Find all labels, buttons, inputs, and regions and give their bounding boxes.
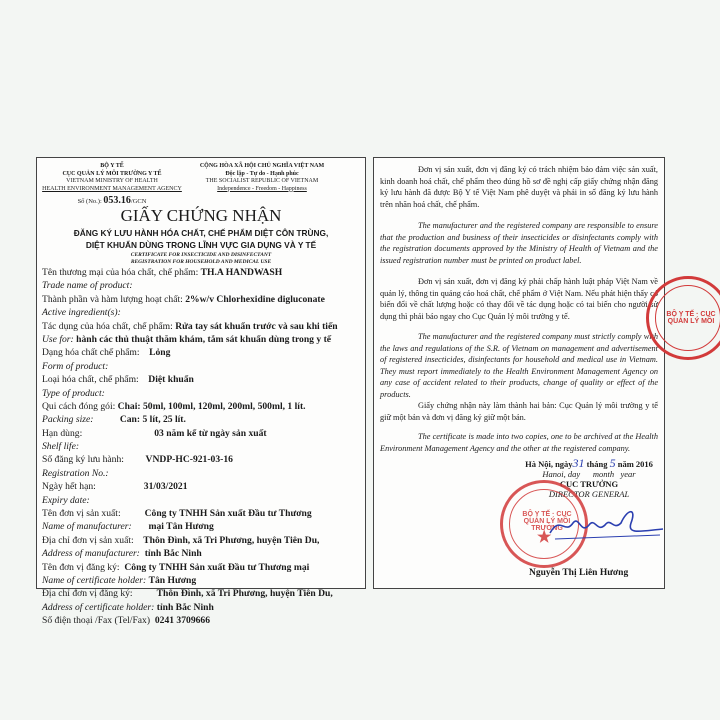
field-value: Tân Hương [148, 574, 197, 586]
republic-vn: CỘNG HÒA XÃ HỘI CHỦ NGHĨA VIỆT NAM [199, 163, 325, 169]
field-label: Ngày hết hạn: [42, 481, 144, 493]
field-row [42, 454, 364, 467]
field-value: TH.A HANDWASH [200, 267, 283, 278]
field-row [42, 575, 364, 588]
role-vn: CỤC TRƯỞNG [559, 479, 619, 489]
issue-date [514, 458, 664, 469]
field-row [42, 267, 364, 280]
republic-header [197, 163, 327, 193]
date-month: 5 [609, 456, 616, 470]
field-row [42, 615, 364, 628]
republic-en: THE SOCIALIST REPUBLIC OF VIETNAM [205, 178, 319, 184]
field-label: Số đăng ký lưu hành: [42, 454, 146, 466]
paragraph-3-vn: Giấy chứng nhận này làm thành hai bản: Cục Quản lý môi trường y tế giữ một bản và đơn vị đăng ký giữ một bản. [380, 401, 658, 422]
paragraph-1-vn: Đơn vị sản xuất, đơn vị đăng ký có trách nhiệm bảo đảm việc sản xuất, kinh doanh hoá chất, chế phẩm theo đúng hồ sơ đề nghị cấp giấy chứng nhận đăng ký lưu hành đã được Bộ Y tế Việt Nam phê duyệt và phải in số đăng ký lưu hành trên nhãn hoá chất, chế phẩm. [380, 165, 658, 209]
field-value: hành các thủ thuật thăm khám, tắm sát khuẩn dùng trong y tế [76, 333, 332, 345]
subtitle-en-2: REGISTRATION FOR HOUSEHOLD AND MEDICAL USE [130, 259, 272, 265]
number-label: Số (No.): [77, 198, 102, 205]
field-label: Name of certificate holder: [42, 574, 149, 586]
field-row [42, 562, 364, 575]
subtitle-line-2: DIỆT KHUẨN DÙNG TRONG LĨNH VỰC GIA DỤNG VÀ Y TẾ [85, 240, 317, 250]
field-label: Thành phần và hàm lượng hoạt chất: [42, 293, 186, 305]
field-row [42, 495, 364, 508]
certificate-front-panel [36, 157, 366, 627]
field-label: Tác dụng của hóa chất, chế phẩm: [42, 320, 176, 332]
certificate-number [37, 197, 187, 206]
field-row [42, 347, 364, 360]
field-row [42, 521, 364, 534]
official-stamp-top [646, 276, 720, 360]
agency-en: HEALTH ENVIRONMENT MANAGEMENT AGENCY [42, 185, 182, 192]
field-value: Chai: 50ml, 100ml, 120ml, 200ml, 500ml, 1 lít. [117, 400, 306, 412]
field-label: Trade name of product: [42, 280, 133, 292]
field-label: Shelf life: [42, 441, 80, 453]
field-row [42, 307, 364, 320]
signature-icon [545, 505, 665, 545]
field-value: 0241 3709666 [154, 615, 211, 627]
field-row [42, 588, 364, 601]
field-label: Số điện thoại /Fax (Tel/Fax) [42, 615, 155, 627]
field-row [42, 321, 364, 334]
field-row [42, 535, 364, 548]
field-row [42, 508, 364, 521]
field-value: Thôn Đình, xã Tri Phương, huyện Tiên Du, [156, 588, 333, 600]
stamp-top-text: BỘ Y TẾ · CỤC QUẢN LÝ MÔI [666, 311, 716, 325]
field-label: Packing size: [42, 414, 120, 426]
field-value: Diệt khuẩn [148, 374, 194, 386]
issuer-header [37, 163, 187, 206]
number-value: 053.16 [103, 195, 131, 206]
paragraph-2-vn: Đơn vị sản xuất, đơn vị đăng ký phải chấp hành luật pháp Việt Nam về quản lý, thông tin quảng cáo hoá chất, chế phẩm ở Việt Nam. Nếu phát hiện thấy có biến đổi về chất lượng hoặc có thay đổi về tác dụng hoặc có tai biến cho người sử dụng thì phải báo ngay cho Cục Quản lý môi trường y tế. [380, 277, 658, 321]
field-label: Use for: [42, 333, 77, 345]
subtitle-en-1: CERTIFICATE FOR INSECTICIDE AND DISINFECTANT [130, 252, 272, 258]
field-row [42, 468, 364, 481]
field-row [42, 388, 364, 401]
field-label: Tên đơn vị đăng ký: [42, 561, 125, 573]
month-label: tháng [586, 459, 608, 469]
field-value: tỉnh Bắc Ninh [156, 601, 214, 613]
field-value: VNDP-HC-921-03-16 [145, 454, 233, 466]
field-value: Can: 5 lít, 25 lít. [119, 414, 186, 426]
field-label: Address of manufacturer: [42, 548, 145, 560]
field-row [42, 441, 364, 454]
paragraph-2-en: The manufacturer and the registered company must strictly comply with the laws and regulations of the S.R. of Vietnam on management and advertisement of registered insecticides, disinfectants for household and medical use in Vietnam. They must report immediately to the Health Environment Management Agency on any case of accident related to their products, change of quality or effect of the products. [380, 332, 658, 399]
certificate-fields [42, 267, 364, 629]
field-value: Công ty TNHH Sản xuất Đầu tư Thương mại [124, 561, 310, 573]
motto-en: Independence - Freedom - Happiness [217, 185, 307, 192]
field-label: Qui cách đóng gói: [42, 400, 118, 412]
field-value: mại Tân Hương [148, 521, 214, 533]
field-value: Công ty TNHH Sản xuất Đầu tư Thương [144, 508, 312, 520]
date-day: 31 [572, 456, 585, 470]
field-row [42, 428, 364, 441]
field-label: Hạn dùng: [42, 427, 155, 439]
field-row [42, 374, 364, 387]
field-value: Lỏng [149, 347, 171, 359]
field-label: Loại hóa chất, chế phẩm: [42, 374, 149, 386]
field-label: Active ingredient(s): [42, 307, 121, 319]
field-value: Thôn Đình, xã Tri Phương, huyện Tiên Du, [143, 534, 320, 546]
field-label: Registration No.: [42, 467, 109, 479]
field-label: Form of product: [42, 360, 109, 372]
signer-name: Nguyễn Thị Liên Hương [529, 568, 629, 578]
field-label: Tên thương mại của hóa chất, chế phẩm: [42, 267, 201, 278]
field-value: 31/03/2021 [143, 481, 188, 493]
field-label: Dạng hóa chất chế phẩm: [42, 347, 150, 359]
field-row [42, 294, 364, 307]
motto-vn: Độc lập - Tự do - Hạnh phúc [225, 170, 299, 177]
field-label: Địa chỉ đơn vị đăng ký: [42, 588, 157, 600]
date-en: Hanoi, day month year [542, 469, 636, 479]
field-label: Type of product: [42, 387, 105, 399]
field-label: Tên đơn vị sản xuất: [42, 508, 145, 520]
field-row [42, 602, 364, 615]
field-label: Địa chỉ đơn vị sản xuất: [42, 534, 144, 546]
ministry-vn: BỘ Y TẾ [100, 163, 124, 169]
field-row [42, 361, 364, 374]
year-label: năm 2016 [617, 459, 653, 469]
field-row [42, 401, 364, 414]
field-row [42, 414, 364, 427]
field-row [42, 548, 364, 561]
document-title: GIẤY CHỨNG NHẬN [120, 206, 282, 225]
field-label: Address of certificate holder: [42, 601, 157, 613]
field-value: Rửa tay sát khuẩn trước và sau khi tiến [175, 320, 338, 332]
paragraph-1-en: The manufacturer and the registered company are responsible to ensure that the production and business of their insecticides or disinfectants comply with the registration documents approved by the Ministry of Health of Vietnam and the issued registration number must be printed on product label. [380, 221, 658, 265]
paragraph-3-en: The certificate is made into two copies, one to be archived at the Health Environment Management Agency and the other at the registered company. [380, 432, 658, 453]
field-value: 2%w/v Chlorhexidine digluconate [185, 293, 325, 305]
ministry-en: VIETNAM MINISTRY OF HEALTH [66, 178, 158, 184]
role-en: DIRECTOR GENERAL [548, 489, 630, 499]
field-row [42, 481, 364, 494]
agency-vn: CỤC QUẢN LÝ MÔI TRƯỜNG Y TẾ [62, 170, 162, 177]
number-suffix: /GCN [130, 198, 147, 205]
field-row [42, 280, 364, 293]
star-icon: ★ [537, 529, 552, 546]
field-label: Expiry date: [42, 494, 90, 506]
field-label: Name of manufacturer: [42, 521, 149, 533]
field-value: tỉnh Bắc Ninh [144, 548, 202, 560]
date-prefix: Hà Nội, ngày [525, 459, 573, 469]
field-value: 03 năm kể từ ngày sản xuất [154, 427, 267, 439]
subtitle-line-1: ĐĂNG KÝ LƯU HÀNH HÓA CHẤT, CHẾ PHẨM DIỆT CÔN TRÙNG, [73, 228, 329, 238]
field-row [42, 334, 364, 347]
stamp-bottom-text: BỘ Y TẾ · CỤC QUẢN LÝ MÔI TRƯỜNG [522, 511, 572, 532]
